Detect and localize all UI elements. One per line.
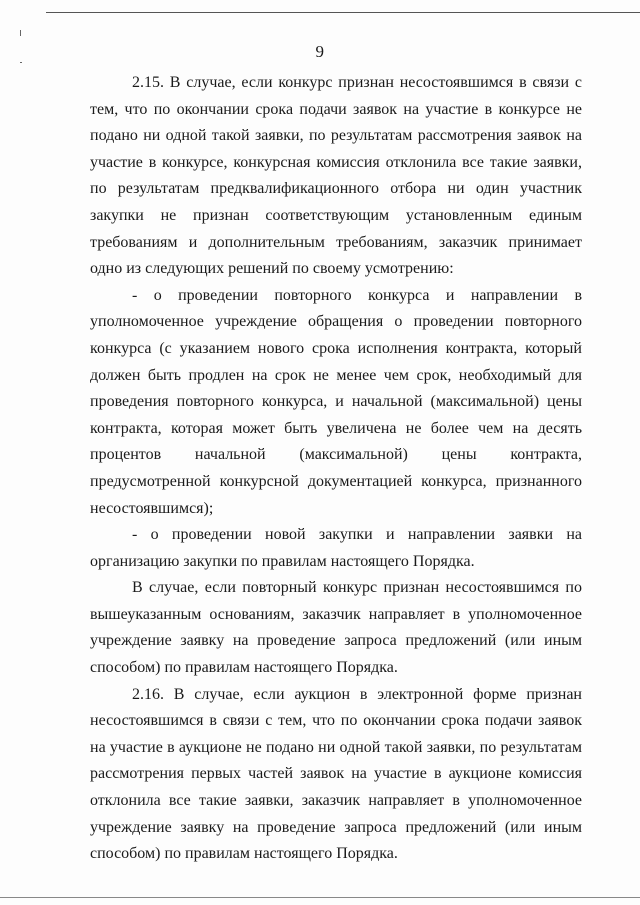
paragraph-2-16: 2.16. В случае, если аукцион в электронной форме признан несостоявшимся в связи с тем, что по окончании срока подачи заявок на участие в аукционе не подано ни одной такой заявки, по результатам рассмотрения первых частей заявок на участие в аукционе комиссия отклонила все такие заявки, заказчик направляет в уполномоченное учреждение заявку на проведение запроса предложений (или иным способом) по правилам настоящего Порядка. bbox=[90, 685, 582, 863]
scan-edge-bottom bbox=[0, 897, 640, 898]
scan-speck bbox=[20, 30, 21, 36]
document-body bbox=[90, 70, 582, 868]
page-number: 9 bbox=[315, 42, 325, 61]
paragraph-2-15: 2.15. В случае, если конкурс признан несостоявшимся в связи с тем, что по окончании срока подачи заявок на участие в конкурсе не подано ни одной такой заявки, по результатам рассмотрения заявок на участие в конкурсе, конкурсная комиссия отклонила все такие заявки, по результатам предквалификационного отбора ни один участник закупки не признан соответствующим установленным единым требованиям и дополнительным требованиям, заказчик принимает одно из следующих решений по своему усмотрению: bbox=[90, 74, 582, 278]
scan-speck bbox=[20, 62, 22, 63]
scan-edge-top bbox=[46, 12, 640, 13]
paragraph-repeat-failed: В случае, если повторный конкурс признан несостоявшимся по вышеуказанным основаниям, заказчик направляет в уполномоченное учреждение заявку на проведение запроса предложений (или иным способом) по правилам настоящего Порядка. bbox=[90, 579, 582, 677]
list-item-new-procurement: - о проведении новой закупки и направлении заявки на организацию закупки по правилам настоящего Порядка. bbox=[90, 526, 582, 570]
list-item-repeat-contest: - о проведении повторного конкурса и направлении в уполномоченное учреждение обращения о проведении повторного конкурса (с указанием нового срока исполнения контракта, который должен быть продлен на срок не менее чем срок, необходимый для проведения повторного конкурса, и начальной (максимальной) цены контракта, которая может быть увеличена не более чем на десять процентов начальной (максимальной) цены контракта, предусмотренной конкурсной документацией конкурса, признанного несостоявшимся); bbox=[90, 286, 582, 517]
